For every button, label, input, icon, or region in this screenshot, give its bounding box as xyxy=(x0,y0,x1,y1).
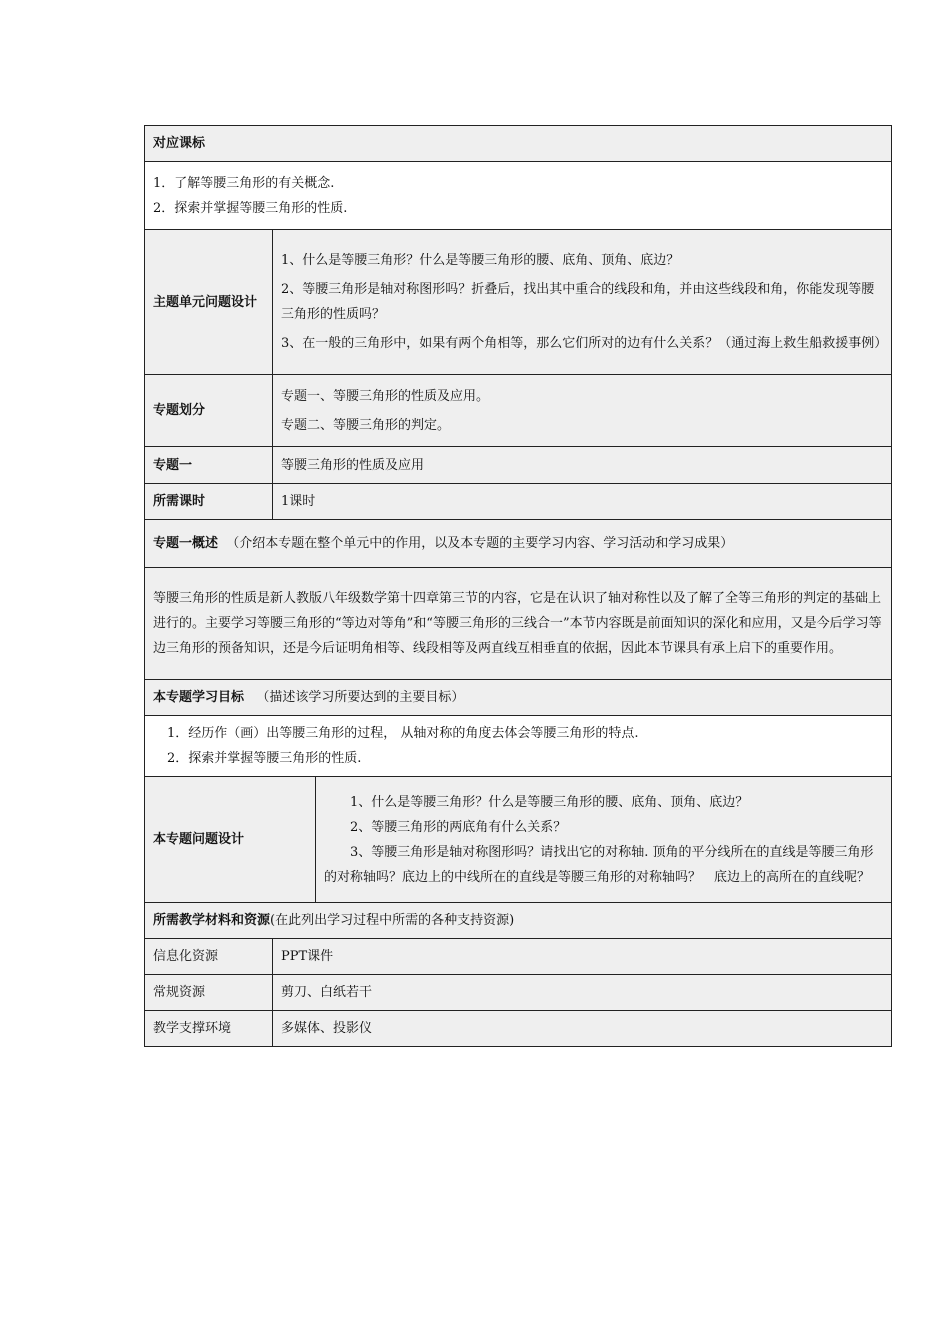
overview-body: 等腰三角形的性质是新人教版八年级数学第十四章第三节的内容，它是在认识了轴对称性以及了解了全等三角形的判定的基础上进行的。主要学习等腰三角形的“等边对等角”和“等腰三角形的三线合一”本节内容既是前面知识的深化和应用，又是今后学习等边三角形的预备知识，还是今后证明角相等、线段相等及两直线互相垂直的依据，因此本节课具有承上启下的重要作用。 xyxy=(145,568,892,680)
overview-header-cell xyxy=(145,520,892,568)
resource-row xyxy=(145,1011,892,1047)
goal-item: 1．经历作（画）出等腰三角形的过程， 从轴对称的角度去体会等腰三角形的特点. xyxy=(167,726,639,741)
topic-question: 2、等腰三角形的两底角有什么关系？ xyxy=(350,819,567,835)
topic-one-label: 专题一 xyxy=(145,447,273,484)
goals-header: 本专题学习目标 xyxy=(153,690,245,705)
curriculum-body xyxy=(145,162,892,230)
topic-questions-row xyxy=(145,777,892,903)
curriculum-item: 2．探索并掌握等腰三角形的性质. xyxy=(153,200,348,216)
overview-header-row xyxy=(145,520,892,568)
resource-label: 教学支撑环境 xyxy=(145,1011,273,1047)
goals-header-row xyxy=(145,680,892,716)
goals-header-cell xyxy=(145,680,892,716)
topic-one-value: 等腰三角形的性质及应用 xyxy=(273,447,892,484)
resources-note: (在此列出学习过程中所需的各种支持资源) xyxy=(270,913,515,928)
goals-body-row xyxy=(145,716,892,777)
topic-item: 专题二、等腰三角形的判定。 xyxy=(281,417,451,433)
topics-row xyxy=(145,375,892,447)
goals-body xyxy=(145,716,892,777)
curriculum-item: 1．了解等腰三角形的有关概念. xyxy=(153,175,335,191)
overview-header: 专题一概述 xyxy=(153,536,219,551)
topic-item: 专题一、等腰三角形的性质及应用。 xyxy=(281,388,490,404)
unit-questions-cell xyxy=(273,230,892,375)
resource-value: 多媒体、投影仪 xyxy=(273,1011,892,1047)
topics-cell xyxy=(273,375,892,447)
topic-question: 3、等腰三角形是轴对称图形吗？请找出它的对称轴. 顶角的平分线所在的直线是等腰三角形的对称轴吗？底边上的中线所在的直线是等腰三角形的对称轴吗？ 底边上的高所在的直线呢？ xyxy=(324,844,874,885)
resource-row xyxy=(145,939,892,975)
topic-one-row xyxy=(145,447,892,484)
topics-label: 专题划分 xyxy=(145,375,273,447)
hours-value: 1课时 xyxy=(273,484,892,520)
unit-question: 1、什么是等腰三角形？什么是等腰三角形的腰、底角、顶角、底边？ xyxy=(281,253,680,268)
topic-questions-label: 本专题问题设计 xyxy=(145,777,316,903)
resource-label: 常规资源 xyxy=(145,975,273,1011)
hours-row xyxy=(145,484,892,520)
lesson-plan-table xyxy=(144,125,892,1047)
overview-note: （介绍本专题在整个单元中的作用，以及本专题的主要学习内容、学习活动和学习成果） xyxy=(226,536,734,551)
resource-row xyxy=(145,975,892,1011)
curriculum-body-row xyxy=(145,162,892,230)
overview-body-row xyxy=(145,568,892,680)
resource-label: 信息化资源 xyxy=(145,939,273,975)
goals-note: （描述该学习所要达到的主要目标） xyxy=(256,690,465,705)
curriculum-header: 对应课标 xyxy=(145,126,892,162)
unit-question: 3、在一般的三角形中，如果有两个角相等，那么它们所对的边有什么关系？（通过海上救生船救援事例） xyxy=(281,336,888,351)
topic-questions-cell xyxy=(316,777,892,903)
lesson-plan-document xyxy=(144,125,891,1047)
goal-item: 2．探索并掌握等腰三角形的性质. xyxy=(167,751,362,766)
unit-questions-row xyxy=(145,230,892,375)
topic-question: 1、什么是等腰三角形？什么是等腰三角形的腰、底角、顶角、底边？ xyxy=(350,794,749,810)
resources-header-row xyxy=(145,903,892,939)
resource-value: 剪刀、白纸若干 xyxy=(273,975,892,1011)
resource-value: PPT课件 xyxy=(273,939,892,975)
hours-label: 所需课时 xyxy=(145,484,273,520)
resources-header-cell xyxy=(145,903,892,939)
unit-questions-label: 主题单元问题设计 xyxy=(145,230,273,375)
curriculum-header-row xyxy=(145,126,892,162)
unit-question: 2、等腰三角形是轴对称图形吗？折叠后，找出其中重合的线段和角，并由这些线段和角，你能发现等腰三角形的性质吗？ xyxy=(281,282,875,322)
resources-header: 所需教学材料和资源 xyxy=(153,913,271,928)
